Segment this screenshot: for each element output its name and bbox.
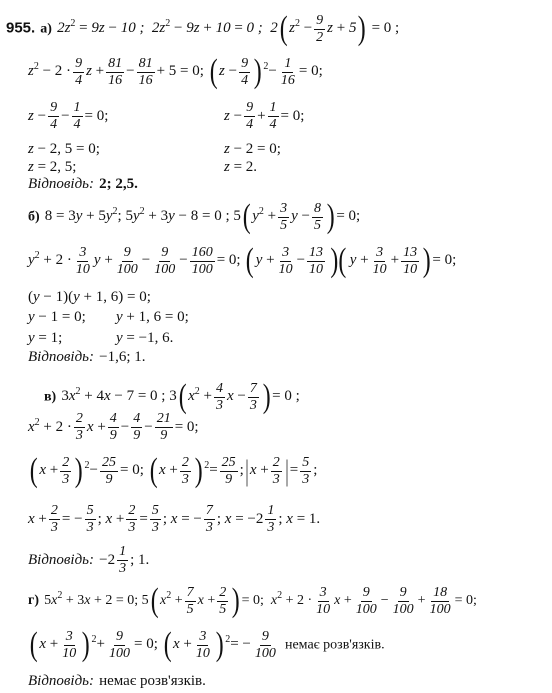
line-v-2: $x^2 + 2$ · $\frac{2}{3}$ x + $\frac{4}{9}$ − $\frac{4}{9}$ − $\frac{21}{9}$ = 0; (28, 411, 199, 443)
line-b-2: $y^2 + 2$ · $\frac{3}{10}$ y + $\frac{9}{100}$ − $\frac{9}{100}$ − $\frac{160}{100}$ = 0; ( y + $\frac{3}{10}$ − $\frac{13}{10}$ )( y + $\frac{3}{10}$ + $\frac{13}{10}$ ) = 0; (28, 242, 457, 279)
line-a-5b: z = 2. (224, 159, 258, 175)
answer-a (28, 173, 138, 193)
answer-a-value: 2; 2,5. (99, 176, 138, 192)
answer-b-label: Відповідь: (28, 349, 95, 365)
answer-b-value: −1,6; 1. (99, 349, 146, 365)
line-v-3: ( x + $\frac{2}{3}$ ) $^2$− $\frac{25}{9}$ = 0; ( x + $\frac{2}{3}$ ) $^2$= $\frac{25}{9}$ ;| x + $\frac{2}{3}$ | = $\frac{5}{3}$ ; (29, 452, 318, 489)
answer-g (28, 670, 206, 690)
line-a-5: z = 2, 5; (28, 159, 77, 175)
answer-g-value: немає розв'язків. (99, 673, 206, 689)
line-a-3: z − $\frac{9}{4}$ − $\frac{1}{4}$ = 0; (28, 100, 109, 132)
answer-v: Відповідь: −2 $\frac{1}{3}$ ; 1. (28, 544, 150, 576)
no-roots-text: немає розв'язків. (284, 637, 385, 653)
line-b-4b: y + 1, 6 = 0; (116, 309, 189, 325)
answer-a-label: Відповідь: (28, 176, 95, 192)
answer-v-value: ; 1. (130, 551, 150, 568)
part-v-label: в) (44, 389, 57, 405)
line-g-2: ( x + $\frac{3}{10}$ ) $^2$+ $\frac{9}{100}$ = 0; ( x + $\frac{3}{10}$ ) $^2$= − $\frac{9}{100}$ немає розв'язків. (29, 626, 385, 663)
line-b-3: (y − 1)(y + 1, 6) = 0; (28, 289, 151, 305)
problem-number: 955. (6, 19, 36, 37)
line-a-2: $z^2 - 2$ · $\frac{9}{4}$ z + $\frac{81}{16}$ − $\frac{81}{16}$ + 5 = 0; ( z − $\frac{9}{4}$ ) $^2$− $\frac{1}{16}$ = 0; (28, 53, 323, 90)
line-a-4: z − 2, 5 = 0; (28, 141, 100, 157)
part-b-label: б) (28, 209, 40, 225)
line-v-4: x + $\frac{2}{3}$ = − $\frac{5}{3}$ ; x + $\frac{2}{3}$ = $\frac{5}{3}$ ; x = − $\frac{7}{3}$ ; x = −2 $\frac{1}{3}$ ; x = 1. (28, 503, 321, 535)
line-a-3b: z − $\frac{9}{4}$ + $\frac{1}{4}$ = 0; (224, 100, 305, 132)
part-a-label: а) (40, 21, 52, 37)
line-b-5b: y = −1, 6. (116, 330, 174, 346)
line-g-1: г) $5x^2 + 3x + 2 = 0$; 5( $x^2$ + $\frac{7}{5}$ x + $\frac{2}{5}$ ) = 0; $x^2 + 2$ · $\frac{3}{10}$ x + $\frac{9}{100}$ − $\frac{9}{100}$ + $\frac{18}{100}$ = 0; (28, 582, 477, 619)
answer-g-label: Відповідь: (28, 673, 95, 689)
line-a-1: 955. а) $2z^2 = 9z - 10$ ; $2z^2 - 9z + 10 = 0$ ; 2( $z^2$ − $\frac{9}{2}$ z + 5) = 0 ; (6, 10, 400, 47)
line-b-4: y − 1 = 0; (28, 309, 86, 325)
line-b-5: y = 1; (28, 330, 63, 346)
answer-v-label: Відповідь: (28, 551, 95, 568)
line-v-1: в) $3x^2 + 4x - 7 = 0$ ; 3( $x^2$ + $\frac{4}{3}$ x − $\frac{7}{3}$ ) = 0 ; (44, 378, 300, 415)
line-a-4b: z − 2 = 0; (224, 141, 281, 157)
answer-b (28, 346, 146, 366)
part-g-label: г) (28, 593, 40, 609)
line-b-1: б) $8 = 3y + 5y^2$; $5y^2 + 3y - 8 = 0$ ; 5( $y^2$ + $\frac{3}{5}$ y − $\frac{8}{5}$ ) = 0; (28, 198, 361, 235)
